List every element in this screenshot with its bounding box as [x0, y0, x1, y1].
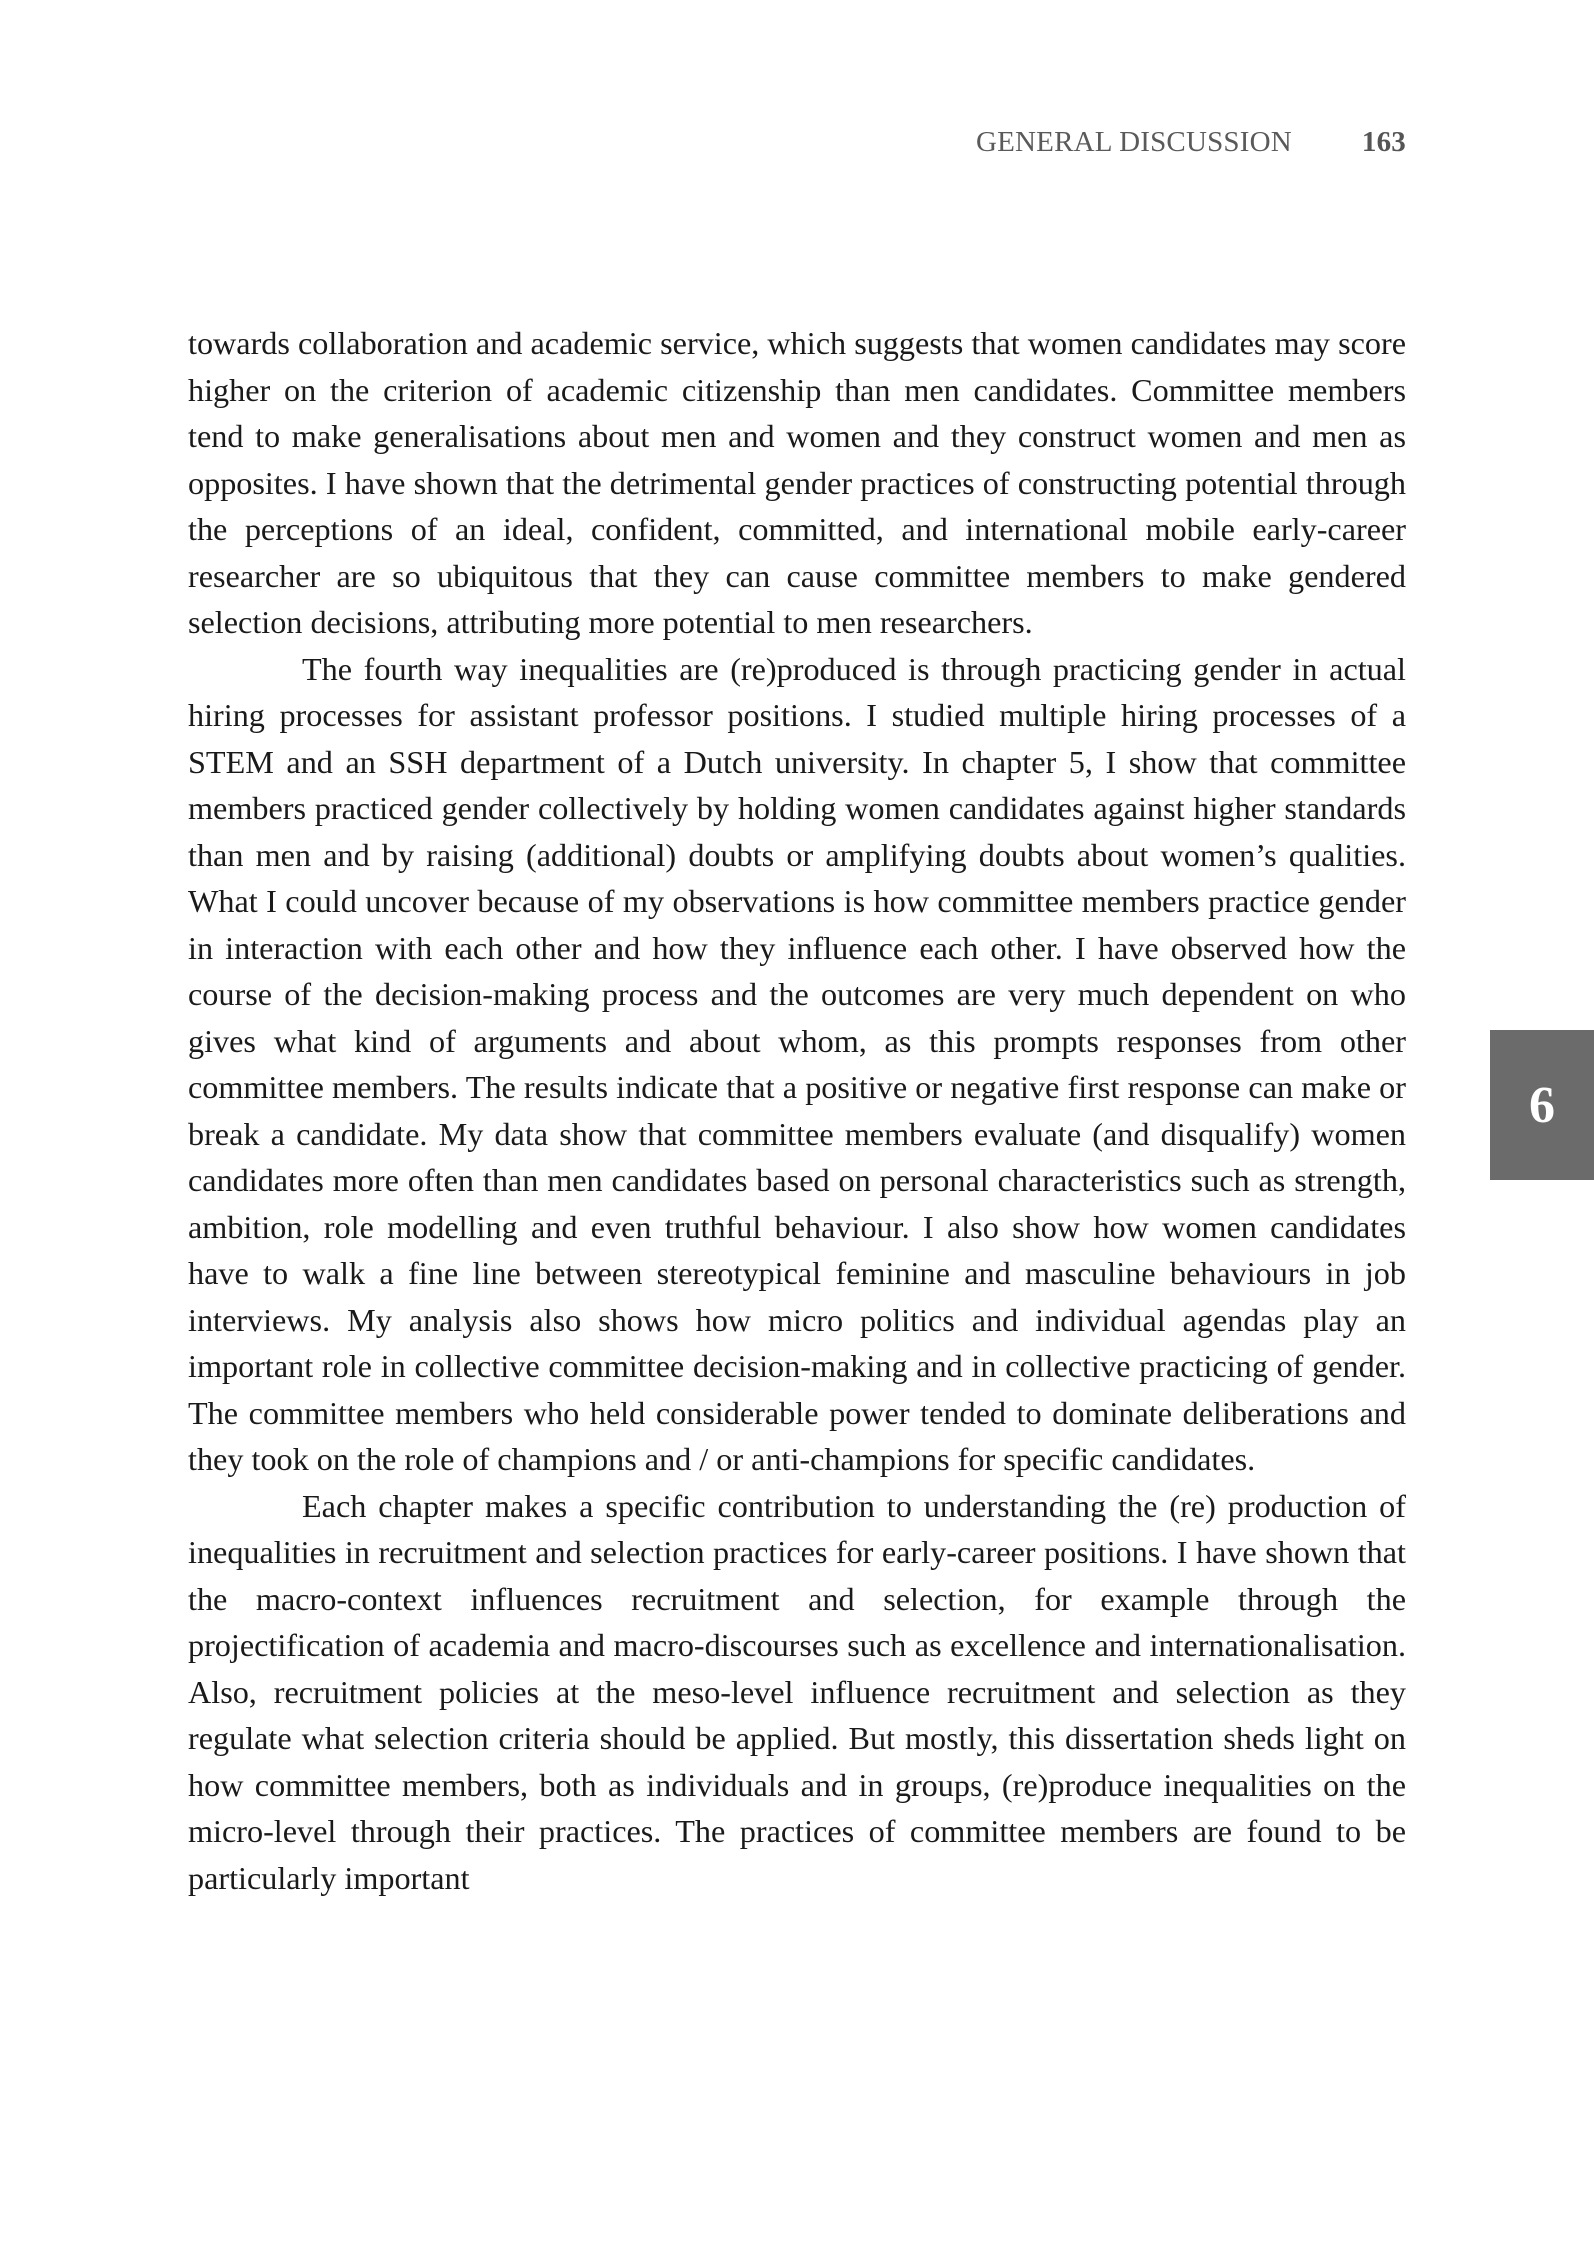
chapter-tab-label: 6: [1529, 1076, 1555, 1134]
page-number: 163: [1361, 126, 1406, 158]
paragraph-2: The fourth way inequalities are (re)produced is through practicing gender in actual hiring processes for assistant professor positions. I studied multiple hiring processes of a STEM and an SSH department of a Dutch university. In chapter 5, I show that committee members practiced gender collectively by holding women candidates against higher standards than men and by raising (additional) doubts or amplifying doubts about women’s qualities. What I could uncover because of my observations is how committee members practice gender in interaction with each other and how they influence each other. I have observed how the course of the decision-making process and the outcomes are very much dependent on who gives what kind of arguments and about whom, as this prompts responses from other committee members. The results indicate that a positive or negative first response can make or break a candidate. My data show that committee members evaluate (and disqualify) women candidates more often than men candidates based on personal characteristics such as strength, ambition, role modelling and even truthful behaviour. I also show how women candidates have to walk a fine line between stereotypical feminine and masculine behaviours in job interviews. My analysis also shows how micro politics and individual agendas play an important role in collective committee decision-making and in collective practicing of gender. The committee members who held considerable power tended to dominate deliberations and they took on the role of champions and / or anti-champions for specific candidates.: [188, 650, 1406, 1477]
running-title: GENERAL DISCUSSION: [975, 126, 1292, 158]
body-text: [188, 320, 1406, 1901]
paragraph-1: towards collaboration and academic service, which suggests that women candidates may score higher on the criterion of academic citizenship than men candidates. Committee members tend to make generalisations about men and women and they construct women and men as opposites. I have shown that the detrimental gender practices of constructing potential through the perceptions of an ideal, confident, committed, and international mobile early-career researcher are so ubiquitous that they can cause committee members to make gendered selection decisions, attributing more potential to men researchers.: [188, 325, 1406, 640]
running-header: [976, 126, 1406, 159]
paragraph-3: Each chapter makes a specific contribution to understanding the (re) production of inequalities in recruitment and selection practices for early-career positions. I have shown that the macro-context influences recruitment and selection, for example through the projectification of academia and macro-discourses such as excellence and internationalisation. Also, recruitment policies at the meso-level influence recruitment and selection as they regulate what selection criteria should be applied. But mostly, this dissertation sheds light on how committee members, both as individuals and in groups, (re)produce inequalities on the micro-level through their practices. The practices of committee members are found to be particularly important: [188, 1487, 1406, 1896]
chapter-tab: [1490, 1030, 1594, 1180]
